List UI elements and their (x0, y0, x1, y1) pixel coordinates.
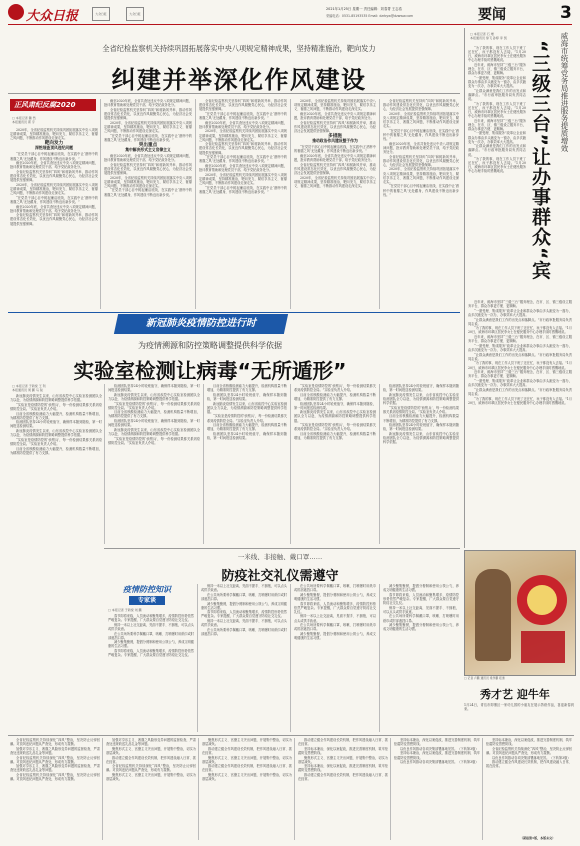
paragraph: 聚焦形式主义、官僚主义突出问题，开展集中整治，切实为基层减负。 (202, 755, 292, 764)
paragraph: 推动建立健全作风建设长效机制，把作风建设融入日常、抓在经常。 (486, 760, 572, 769)
paragraph: 2020年，全省纪检监察机关持续巩固拓展落实中央八项规定精神成果，坚持精准施治，靶向发力，紧盯享乐主义、奢靡之风问题，不断推动作风建设走深走实。 (10, 182, 98, 196)
bottom-col2 (106, 738, 196, 840)
paragraph: 新冠肺炎疫情发生以来，山东省疾控中心实验室检测团队全力以赴，为疫情溯源和防控策略调整提供科学依据。 (10, 429, 102, 438)
paragraph: 目前全省核酸检测能力大幅提升，检测机构数量不断增加，为精准防控提供了有力支撑。 (294, 392, 376, 401)
expert-tag (108, 584, 186, 606)
paragraph: “实验室是疫情防控的‘侦察兵’，每一份检测结果都关系到疫情防控全局。”实验室负责人介绍。 (108, 436, 200, 445)
paragraph: 在公共场所要科学佩戴口罩，咳嗽、打喷嚏时用纸巾或肘部遮挡口鼻。 (201, 592, 287, 601)
article2-col1 (10, 394, 102, 544)
article1-col4 (294, 99, 376, 309)
col-rule (198, 738, 199, 840)
bottom-col3 (202, 738, 292, 840)
paragraph: 保持一米以上社交距离，见面不握手、不拥抱，可以点头或拱手致意。 (201, 584, 287, 593)
column-tag-text: 正风肃纪反腐2020 (14, 101, 76, 109)
paragraph: 全省纪检监察机关坚持纠“四风”和树新风并举，推动作风建设常态化长效化，以优良作风凝聚党心民心，为经济社会发展提供坚强保障。 (104, 107, 192, 120)
paragraph: “实验室是疫情防控的‘侦察兵’，每一份检测结果都关系到疫情防控全局。”实验室负责人介绍。 (10, 437, 102, 446)
paragraph: 全省纪检监察机关坚持纠“四风”和树新风并举，推动作风建设常态化长效化，以优良作风凝聚党心民心，为经济社会发展提供坚强保障。 (10, 213, 98, 226)
paragraph: 聚焦形式主义、官僚主义突出问题，开展集中整治，切实为基层减负。 (106, 773, 196, 782)
article3-col4 (383, 584, 459, 732)
paragraph: 2020年，全省纪检监察机关持续巩固拓展落实中央八项规定精神成果，坚持精准施治，靶向发力，紧盯享乐主义、奢靡之风问题，不断推动作风建设走深走实。 (383, 111, 459, 129)
article1-col2 (104, 99, 192, 309)
paragraph: 坚持标本兼治，深化以案促改，推进完善制度机制，筑牢拒腐防变思想防线。 (394, 738, 480, 747)
masthead-rule (8, 24, 572, 25)
paragraph: 目前全省核酸检测能力大幅提升，检测机构数量不断增加，为精准防控提供了有力支撑。 (207, 423, 287, 432)
paragraph: 春节即将来临，人员流动和聚集增多，疫情防控形势依然严峻复杂。专家提醒，广大群众要自觉遵守防疫社交礼仪。 (108, 649, 194, 658)
banner-rule (8, 312, 460, 313)
paragraph: 减少聚集聚餐，提倡分餐制和使用公筷公勺，养成文明健康的生活习惯。 (201, 601, 287, 610)
paragraph: “让群众满意是我们工作的出发点和落脚点。”市行政审批服务局负责同志说。 (468, 317, 572, 326)
paragraph: 目前全省核酸检测能力大幅提升，检测机构数量不断增加，为精准防控提供了有力支撑。 (294, 432, 376, 441)
section-title: 要闻 (478, 7, 506, 23)
paragraph: 保持一米以上社交距离，见面不握手、不拥抱，可以点头或拱手致意。 (201, 619, 287, 628)
bottom-col4 (298, 738, 388, 840)
paragraph: 全省纪检监察机关坚持纠“四风”和树新风并举，推动作风建设常态化长效化，以优良作风凝聚党心民心，为经济社会发展提供坚强保障。 (294, 120, 376, 133)
paragraph: 截至2020年底，全省共查处违反中央八项规定精神问题，批评教育帮助和处理党员干部，给予党纪政务处分。 (383, 141, 459, 154)
paragraph: 检测团队坚持24小时轮班值守，确保样本随到随检，第一时间报送检测结果。 (207, 432, 287, 441)
bottom-col6 (486, 738, 572, 834)
paragraph: 截至2020年底，全省共查处违反中央八项规定精神问题，批评教育帮助和处理党员干部，给予党纪政务处分。 (199, 120, 287, 129)
paragraph: 坚持标本兼治，深化以案促改，推进完善制度机制，筑牢拒腐防变思想防线。 (486, 738, 572, 747)
paragraph: 检测团队坚持24小时轮班值守，确保样本随到随检，第一时间报送检测结果。 (294, 401, 376, 410)
article1-col1 (10, 128, 98, 308)
col-rule (290, 99, 291, 309)
paragraph: 加强对享乐主义、奢靡之风隐形变异问题的监督检查，严肃查处违规收送礼品礼金等问题。 (10, 764, 100, 773)
article1-divider (8, 93, 460, 94)
paragraph: 坚持标本兼治，深化以案促改，推进完善制度机制，筑牢拒腐防变思想防线。 (394, 751, 480, 760)
paragraph: “在党员干部心目中树起廉洁底线，在实践中让‘酒杯中的奢靡之风’无处藏身，作风建设不断迈出新步伐。” (383, 184, 459, 197)
paragraph: 保持一米以上社交距离，见面不握手、不拥抱，可以点头或拱手致意。 (294, 614, 376, 623)
sub-logo-2: 大众日报 (126, 7, 144, 21)
covid-banner-label: 新冠肺炎疫情防控进行时 (146, 318, 256, 329)
col-rule (203, 384, 204, 544)
paragraph: 春节即将来临，人员流动和聚集增多，疫情防控形势依然严峻复杂。专家提醒，广大群众要自觉遵守防疫社交礼仪。 (383, 592, 459, 605)
paragraph: 全省纪检监察机关坚持纠“四风”和树新风并举，推动作风建设常态化长效化，以优良作风凝聚党心民心，为经济社会发展提供坚强保障。 (383, 99, 459, 112)
article2-byline: □ 本报记者 于新悦 王 利 本报通讯员 周 鹏 马 锐 (12, 384, 46, 392)
paragraph: 推动建立健全作风建设长效机制，把作风建设融入日常、抓在经常。 (106, 755, 196, 764)
photo-papercut (521, 631, 565, 663)
paragraph: 全省纪检监察机关坚持纠“四风”和树新风并举，推动作风建设常态化长效化，以优良作风凝聚党心民心，为经济社会发展提供坚强保障。 (199, 142, 287, 155)
article2-headline: 实验室检测让病毒“无所遁形” (73, 359, 347, 383)
paragraph: 检测团队坚持24小时轮班值守，确保样本随到随检，第一时间报送检测结果。 (10, 420, 102, 429)
paragraph: “一窗受理、集成服务”改革让企业和群众办事由多头跑变为一窗办，由多次跑变为一次办，办事效率大大提高。 (468, 75, 526, 89)
jump-note: （紧接第1版，本版未完） (520, 836, 556, 840)
col-rule (294, 738, 295, 840)
paragraph: 聚焦形式主义、官僚主义突出问题，开展集中整治，切实为基层减负。 (106, 746, 196, 755)
paragraph: 目前全省核酸检测能力大幅提升，检测机构数量不断增加，为精准防控提供了有力支撑。 (383, 414, 459, 423)
paragraph: 以优良作风推动各项决策部署落地见效。（下转第3版） (400, 746, 479, 751)
article2-col4 (294, 384, 376, 544)
paragraph: 截至2020年底，全省共查处违反中央八项规定精神问题，批评教育帮助和处理党员干部，给予党纪政务处分。 (294, 111, 376, 120)
article3-headline: 防疫社交礼仪需遵守 (221, 569, 339, 584)
paragraph: 目前全省核酸检测能力大幅提升，检测机构数量不断增加，为精准防控提供了有力支撑。 (10, 411, 102, 420)
col-rule (290, 384, 291, 544)
bottom-divider (8, 735, 574, 736)
paragraph: 聚焦形式主义、官僚主义突出问题，开展集中整治，切实为基层减负。 (202, 738, 292, 747)
masthead (8, 4, 574, 22)
article1-deck: 全省纪检监察机关持续巩固拓展落实中央八项规定精神成果，坚持精准施治，靶向发力 (102, 44, 376, 53)
subhead-3: 多措施 (328, 133, 342, 139)
paragraph: 全省纪检监察机关持续深化“四风”整治，坚决防止反弹回潮。对顶风违纪问题从严查处，形成有力震慑。 (106, 764, 196, 773)
col-rule (195, 99, 196, 309)
paragraph: 春节即将来临，人员流动和聚集增多，疫情防控形势依然严峻复杂。专家提醒，广大群众要自觉遵守防疫社交礼仪。 (108, 614, 194, 623)
paragraph: “为了我的事，现在工作人员下班了还在忙，孩子都没有人去接。”1月20日，威海市环翠区居民李女士在便民服务中心办理手续时感慨地说。 (468, 326, 572, 335)
paragraph: “实验室是疫情防控的‘侦察兵’，每一份检测结果都关系到疫情防控全局。”实验室负责人介绍。 (108, 401, 200, 410)
paragraph: 减少聚集聚餐，提倡分餐制和使用公筷公勺，养成文明健康的生活习惯。 (294, 592, 376, 601)
col-rule (100, 99, 101, 309)
paragraph: “一窗受理、集成服务”改革让企业和群众办事由多头跑变为一窗办，由多次跑变为一次办，办事效率大大提高。 (468, 308, 572, 317)
article3-byline: □ 本报记者 于新悦 刘 鹏 (108, 608, 142, 612)
subhead-1: 靶向发力 (44, 141, 64, 147)
paragraph: 保持一米以上社交距离，见面不握手、不拥抱，可以点头或拱手致意。 (108, 622, 194, 631)
paragraph: 2020年，全省纪检监察机关持续巩固拓展落实中央八项规定精神成果，坚持精准施治，靶向发力，紧盯享乐主义、奢靡之风问题，不断推动作风建设走深走实。 (104, 175, 192, 188)
paragraph: 聚焦形式主义、官僚主义突出问题，开展集中整治，切实为基层减负。 (298, 755, 388, 764)
col-rule (102, 738, 103, 840)
paragraph: 2020年，全省纪检监察机关持续巩固拓展落实中央八项规定精神成果，坚持精准施治，靶向发力，紧盯享乐主义、奢靡之风问题，不断推动作风建设走深走实。 (294, 99, 376, 112)
paragraph: 春节即将来临，人员流动和聚集增多，疫情防控形势依然严峻复杂。专家提醒，广大群众要自觉遵守防疫社交礼仪。 (201, 610, 287, 619)
col-rule (379, 384, 380, 544)
paragraph: 全省纪检监察机关坚持纠“四风”和树新风并举，推动作风建设常态化长效化，以优良作风凝聚党心民心，为经济社会发展提供坚强保障。 (104, 162, 192, 175)
article2-col3 (207, 384, 287, 544)
article3-col2 (201, 584, 287, 732)
paragraph: 坚持标本兼治，深化以案促改，推进完善制度机制，筑牢拒腐防变思想防线。 (298, 746, 388, 755)
paragraph: “一窗受理、集成服务”改革让企业和群众办事由多头跑变为一窗办，由多次跑变为一次办，办事效率大大提高。 (468, 343, 572, 352)
paragraph: 检测团队坚持24小时轮班值守，确保样本随到随检，第一时间报送检测结果。 (383, 423, 459, 432)
paragraph: 截至2020年底，全省共查处违反中央八项规定精神问题，批评教育帮助和处理党员干部，给予党纪政务处分。 (10, 161, 98, 170)
paragraph: 全省纪检监察机关持续深化“四风”整治，坚决防止反弹回潮。对顶风违纪问题从严查处，形成有力震慑。 (486, 746, 572, 755)
col-rule (197, 584, 198, 732)
paragraph: 近年来，威海市坚持“三级三台”服务理念，在市、区、镇三级设立服务平台，群众办事更方便、更顺畅。 (468, 335, 572, 344)
paragraph: 检测团队坚持24小时轮班值守，确保样本随到随检，第一时间报送检测结果。 (108, 384, 200, 393)
paragraph: 新冠肺炎疫情发生以来，山东省疾控中心实验室检测团队全力以赴，为疫情溯源和防控策略调整提供科学依据。 (108, 392, 200, 401)
paper-name: 大众日报 (26, 9, 79, 24)
paragraph: 2020年，全省纪检监察机关持续巩固拓展落实中央八项规定精神成果，坚持精准施治，靶向发力，紧盯享乐主义、奢靡之风问题，不断推动作风建设走深走实。 (199, 172, 287, 185)
paragraph: “为了我的事，现在工作人员下班了还在忙，孩子都没有人去接。”1月20日，威海市环翠区居民李女士在便民服务中心办理手续时感慨地说。 (468, 46, 526, 63)
article3-divider (104, 548, 460, 549)
photo-child-figure (475, 569, 511, 661)
paragraph: 全省纪检监察机关坚持纠“四风”和树新风并举，推动作风建设常态化长效化，以优良作风凝聚党心民心，为经济社会发展提供坚强保障。 (10, 170, 98, 183)
col-rule (390, 738, 391, 840)
news-photo (464, 550, 576, 676)
sub-logo-1: 大众日报 (92, 7, 110, 21)
paragraph: 2020年，全省纪检监察机关持续巩固拓展落实中央八项规定精神成果，坚持精准施治，靶向发力，紧盯享乐主义、奢靡之风问题，不断推动作风建设走深走实。 (199, 129, 287, 142)
date-line: 2021年1月25日 星期一 责任编辑：刘春菁 王志浩 (326, 7, 402, 11)
paragraph: “在党员干部心目中树起廉洁底线，在实践中让‘酒杯中的奢靡之风’无处藏身，作风建设不断迈出新步伐。” (199, 155, 287, 164)
paragraph: 全省纪检监察机关持续深化“四风”整治，坚决防止反弹回潮。对顶风违纪问题从严查处，形成有力震慑。 (10, 773, 100, 782)
paragraph: “实验室是疫情防控的‘侦察兵’，每一份检测结果都关系到疫情防控全局。”实验室负责人介绍。 (383, 405, 459, 414)
paragraph: 全省纪检监察机关坚持纠“四风”和树新风并举，推动作风建设常态化长效化，以优良作风凝聚党心民心，为经济社会发展提供坚强保障。 (199, 99, 287, 112)
paragraph: 2020年，全省纪检监察机关持续巩固拓展落实中央八项规定精神成果，坚持精准施治，靶向发力，紧盯享乐主义、奢靡之风问题，不断推动作风建设走深走实。 (104, 120, 192, 133)
hotline-line: 采编电话：0531-85193535 Email: dzrbyw@dzwww.com (326, 14, 414, 18)
paragraph: 减少聚集聚餐，提倡分餐制和使用公筷公勺，养成文明健康的生活习惯。 (383, 623, 459, 632)
photo-credit: □ 记者 卢鹏 通讯员 梁孝鹏 报道 (464, 676, 505, 680)
article2-col5 (383, 384, 459, 544)
paragraph: “一窗受理、集成服务”改革让企业和群众办事由多头跑变为一窗办，由多次跑变为一次办，办事效率大大提高。 (468, 131, 526, 144)
paragraph: 2020年，全省纪检监察机关持续巩固拓展落实中央八项规定精神成果，坚持精准施治，靶向发力，紧盯享乐主义、奢靡之风问题，不断推动作风建设走深走实。 (294, 175, 376, 188)
column-tag (10, 99, 96, 111)
paragraph: “一窗受理、集成服务”改革让企业和群众办事由多头跑变为一窗办，由多次跑变为一次办，办事效率大大提高。 (468, 379, 572, 388)
paragraph: “让群众满意是我们工作的出发点和落脚点。”市行政审批服务局负责同志说。 (468, 144, 526, 157)
paragraph: “让群众满意是我们工作的出发点和落脚点。”市行政审批服务局负责同志说。 (468, 352, 572, 361)
expert-tag-title: 疫情防控知识 (123, 585, 171, 594)
paragraph: 在公共场所要科学佩戴口罩，咳嗽、打喷嚏时用纸巾或肘部遮挡口鼻。 (294, 623, 376, 632)
paragraph: 截至2020年底，全省共查处违反中央八项规定精神问题，批评教育帮助和处理党员干部，给予党纪政务处分。 (10, 204, 98, 213)
paragraph: 减少聚集聚餐，提倡分餐制和使用公筷公勺，养成文明健康的生活习惯。 (383, 584, 459, 593)
paragraph: 目前全省核酸检测能力大幅提升，检测机构数量不断增加，为精准防控提供了有力支撑。 (207, 384, 287, 393)
paragraph: “在党员干部心目中树起廉洁底线，在实践中让‘酒杯中的奢靡之风’无处藏身，作风建设不断迈出新步伐。” (383, 128, 459, 142)
covid-banner (114, 314, 288, 334)
paragraph: 在公共场所要科学佩戴口罩，咳嗽、打喷嚏时用纸巾或肘部遮挡口鼻。 (294, 584, 376, 593)
article1-byline: □ 本报记者 魏 然 本报通讯员 郭 宇 (12, 116, 36, 124)
paragraph: 春节即将来临，人员流动和聚集增多，疫情防控形势依然严峻复杂。专家提醒，广大群众要自觉遵守防疫社交礼仪。 (294, 601, 376, 614)
right-headline-vertical: “三级三台”让办事群众“宾 (529, 40, 551, 281)
paragraph: 在公共场所要科学佩戴口罩，咳嗽、打喷嚏时用纸巾或肘部遮挡口鼻。 (201, 627, 287, 636)
paragraph: “在党员干部心目中树起廉洁底线，在实践中让‘酒杯中的奢靡之风’无处藏身，作风建设不断迈出新步伐。” (199, 185, 287, 194)
article2-col2 (108, 384, 200, 544)
paragraph: 以优良作风推动各项决策部署落地见效。（下转第3版） (400, 760, 479, 765)
paragraph: 全省纪检监察机关持续深化“四风”整治，坚决防止反弹回潮。对顶风违纪问题从严查处，形成有力震慑。 (10, 755, 100, 764)
paragraph: 近年来，威海市坚持“三级三台”服务理念，在市、区、镇三级设立服务平台，群众办事更方便、更顺畅。 (468, 62, 526, 76)
paragraph: 近年来，威海市坚持“三级三台”服务理念，在市、区、镇三级设立服务平台，群众办事更方便、更顺畅。 (468, 370, 572, 379)
paragraph: “实验室是疫情防控的‘侦察兵’，每一份检测结果都关系到疫情防控全局。”实验室负责人介绍。 (294, 384, 376, 393)
paragraph: 近年来，威海市坚持“三级三台”服务理念，在市、区、镇三级设立服务平台，群众办事更方便、更顺畅。 (468, 300, 572, 309)
paragraph: 加强对享乐主义、奢靡之风隐形变异问题的监督检查，严肃查处违规收送礼品礼金等问题。 (106, 738, 196, 747)
paragraph: “在党员干部心目中树起廉洁底线，在实践中让‘酒杯中的奢靡之风’无处藏身，作风建设不断迈出新步伐。” (104, 188, 192, 197)
paragraph: 聚焦形式主义、官僚主义突出问题，开展集中整治，切实为基层减负。 (202, 773, 292, 782)
paragraph: 目前全省核酸检测能力大幅提升，检测机构数量不断增加，为精准防控提供了有力支撑。 (10, 446, 102, 455)
paragraph: 在公共场所要科学佩戴口罩，咳嗽、打喷嚏时用纸巾或肘部遮挡口鼻。 (108, 631, 194, 640)
paragraph: 新冠肺炎疫情发生以来，山东省疾控中心实验室检测团队全力以赴，为疫情溯源和防控策略调整提供科学依据。 (10, 394, 102, 403)
expert-tag-label: 专家谈 (129, 596, 165, 605)
paragraph: 减少聚集聚餐，提倡分餐制和使用公筷公勺，养成文明健康的生活习惯。 (108, 640, 194, 649)
paragraph: 推动建立健全作风建设长效机制，把作风建设融入日常、抓在经常。 (202, 764, 292, 773)
paragraph: 新冠肺炎疫情发生以来，山东省疾控中心实验室检测团队全力以赴，为疫情溯源和防控策略调整提供科学依据。 (383, 392, 459, 405)
article1-col3 (199, 99, 287, 309)
paragraph: “实验室是疫情防控的‘侦察兵’，每一份检测结果都关系到疫情防控全局。”实验室负责人介绍。 (10, 402, 102, 411)
subhead-1b: 深挖细查顶风违纪问题 (35, 145, 73, 151)
photo-ox-artwork-inner (527, 585, 557, 615)
subhead-2b: 集中解决形式主义官僚主义 (125, 146, 171, 152)
article3-col3 (294, 584, 376, 732)
paragraph: “为了我的事，现在工作人员下班了还在忙，孩子都没有人去接。”1月20日，威海市环翠区居民李女士在便民服务中心办理手续时感慨地说。 (468, 396, 572, 405)
paragraph: 截至2020年底，全省共查处违反中央八项规定精神问题，批评教育帮助和处理党员干部，给予党纪政务处分。 (104, 153, 192, 162)
paragraph: 推动建立健全作风建设长效机制，把作风建设融入日常、抓在经常。 (298, 738, 388, 747)
paragraph: “在党员干部心目中树起廉洁底线，在实践中让‘酒杯中的奢靡之风’无处藏身，作风建设不断迈出新步伐。” (10, 152, 98, 161)
paragraph: 新冠肺炎疫情发生以来，山东省疾控中心实验室检测团队全力以赴，为疫情溯源和防控策略调整提供科学依据。 (207, 401, 287, 414)
paragraph: “为了我的事，现在工作人员下班了还在忙，孩子都没有人去接。”1月20日，威海市环翠区居民李女士在便民服务中心办理手续时感慨地说。 (468, 101, 526, 118)
page-number: 3 (560, 3, 572, 23)
paragraph: 目前全省核酸检测能力大幅提升，检测机构数量不断增加，为精准防控提供了有力支撑。 (108, 410, 200, 419)
paragraph: 推动建立健全作风建设长效机制，把作风建设融入日常、抓在经常。 (298, 773, 388, 782)
photo-caption-title: 秀才艺 迎牛年 (480, 688, 550, 701)
article3-kicker: 一米线、非接触、戴口罩…… (237, 553, 323, 561)
right-col-text-a (468, 46, 526, 301)
paragraph: “让群众满意是我们工作的出发点和落脚点。”市行政审批服务局负责同志说。 (468, 387, 572, 396)
paragraph: 检测团队坚持24小时轮班值守，确保样本随到随检，第一时间报送检测结果。 (108, 419, 200, 428)
paragraph: 截至2020年底，全省共查处违反中央八项规定精神问题，批评教育帮助和处理党员干部，给予党纪政务处分。 (104, 99, 192, 108)
right-col-text-b (468, 300, 572, 545)
paragraph: “在党员干部心目中树起廉洁底线，在实践中让‘酒杯中的奢靡之风’无处藏身，作风建设不断迈出新步伐。” (10, 195, 98, 204)
paragraph: “在党员干部心目中树起廉洁底线，在实践中让‘酒杯中的奢靡之风’无处藏身，作风建设不断迈出新步伐。” (104, 133, 192, 142)
paragraph: “实验室是疫情防控的‘侦察兵’，每一份检测结果都关系到疫情防控全局。”实验室负责人介绍。 (294, 423, 376, 432)
paragraph: 新冠肺炎疫情发生以来，山东省疾控中心实验室检测团队全力以赴，为疫情溯源和防控策略调整提供科学依据。 (108, 427, 200, 436)
subhead-2: 突出重点 (138, 142, 158, 148)
paragraph: “实验室是疫情防控的‘侦察兵’，每一份检测结果都关系到疫情防控全局。”实验室负责人介绍。 (207, 414, 287, 423)
paragraph: 检测团队坚持24小时轮班值守，确保样本随到随检，第一时间报送检测结果。 (383, 384, 459, 393)
paragraph: 2020年，全省纪检监察机关持续巩固拓展落实中央八项规定精神成果，坚持精准施治，靶向发力，紧盯享乐主义、奢靡之风问题，不断推动作风建设走深走实。 (10, 128, 98, 141)
col-rule (482, 738, 483, 840)
paragraph: 截至2020年底，全省共查处违反中央八项规定精神问题，批评教育帮助和处理党员干部，给予党纪政务处分。 (199, 163, 287, 173)
article2-deck: 为疫情溯源和防控策略调整提供科学依据 (138, 341, 282, 350)
paragraph: 全省纪检监察机关坚持纠“四风”和树新风并举，推动作风建设常态化长效化，以优良作风凝聚党心民心，为经济社会发展提供坚强保障。 (383, 154, 459, 167)
article3-col1 (108, 614, 194, 732)
paragraph: 在公共场所要科学佩戴口罩，咳嗽、打喷嚏时用纸巾或肘部遮挡口鼻。 (383, 614, 459, 623)
paragraph: 保持一米以上社交距离，见面不握手、不拥抱，可以点头或拱手致意。 (383, 605, 459, 614)
paragraph: 全省纪检监察机关持续深化“四风”整治，坚决防止反弹回潮。对顶风违纪问题从严查处，形成有力震慑。 (10, 738, 100, 747)
paragraph: 全省纪检监察机关坚持纠“四风”和树新风并举，推动作风建设常态化长效化，以优良作风凝聚党心民心，为经济社会发展提供坚强保障。 (294, 162, 376, 175)
paragraph: 推动建立健全作风建设长效机制，把作风建设融入日常、抓在经常。 (202, 746, 292, 755)
paragraph: 2020年，全省纪检监察机关持续巩固拓展落实中央八项规定精神成果，坚持精准施治，靶向发力，紧盯享乐主义、奢靡之风问题，不断推动作风建设走深走实。 (383, 167, 459, 184)
col-rule (104, 384, 105, 544)
paragraph: “为了我的事，现在工作人员下班了还在忙，孩子都没有人去接。”1月20日，威海市环翠区居民李女士在便民服务中心办理手续时感慨地说。 (468, 157, 526, 174)
bottom-col5 (394, 738, 480, 840)
paragraph: 新冠肺炎疫情发生以来，山东省疾控中心实验室检测团队全力以赴，为疫情溯源和防控策略调整提供科学依据。 (383, 432, 459, 445)
paragraph: 近年来，威海市坚持“三级三台”服务理念，在市、区、镇三级设立服务平台，群众办事更方便、更顺畅。 (468, 118, 526, 131)
paragraph: “在党员干部心目中树起廉洁底线，在实践中让‘酒杯中的奢靡之风’无处藏身，作风建设不断迈出新步伐。” (199, 111, 287, 120)
paragraph: 减少聚集聚餐，提倡分餐制和使用公筷公勺，养成文明健康的生活习惯。 (294, 632, 376, 641)
paragraph: 新冠肺炎疫情发生以来，山东省疾控中心实验室检测团队全力以赴，为疫情溯源和防控策略调整提供科学依据。 (294, 410, 376, 423)
paragraph: 检测团队坚持24小时轮班值守，确保样本随到随检，第一时间报送检测结果。 (207, 392, 287, 401)
newspaper-logo (8, 4, 24, 20)
col-rule (290, 584, 291, 732)
paragraph: 以优良作风推动各项决策部署落地见效。（下转第3版） (492, 755, 571, 760)
right-deck-vertical: 威海市统筹党务局推进服务提质增效 (560, 32, 569, 152)
paragraph: “在党员干部心目中树起廉洁底线，在实践中让‘酒杯中的奢靡之风’无处藏身，作风建设不断迈出新步伐。” (294, 145, 376, 154)
subhead-3b: 推动政治作风建设整于作为 (312, 138, 358, 144)
paragraph: 坚持标本兼治，深化以案促改，推进完善制度机制，筑牢拒腐防变思想防线。 (298, 764, 388, 773)
right-byline: □ 本报记者 石 增 本报通讯员 徐飞 孙婷 李 凯 (470, 32, 507, 40)
bottom-col1 (10, 738, 100, 840)
paragraph: “为了我的事，现在工作人员下班了还在忙，孩子都没有人去接。”1月20日，威海市环翠区居民李女士在便民服务中心办理手续时感慨地说。 (468, 361, 572, 370)
article1-headline: 纠建并举深化作风建设 (111, 66, 367, 94)
col-rule (379, 99, 380, 309)
paragraph: 加强对享乐主义、奢靡之风隐形变异问题的监督检查，严肃查处违规收送礼品礼金等问题。 (10, 746, 100, 755)
photo-caption-text: 1月24日，青岛市即墨区一家幼儿园的小朋友在展示剪纸作品，喜迎新春到来。 (464, 703, 574, 712)
paragraph: “让群众满意是我们工作的出发点和落脚点。”市行政审批服务局负责同志说。 (468, 88, 526, 101)
article1-col5 (383, 99, 459, 309)
col-rule (379, 584, 380, 732)
paragraph: 截至2020年底，全省共查处违反中央八项规定精神问题，批评教育帮助和处理党员干部，给予党纪政务处分。 (294, 153, 376, 162)
